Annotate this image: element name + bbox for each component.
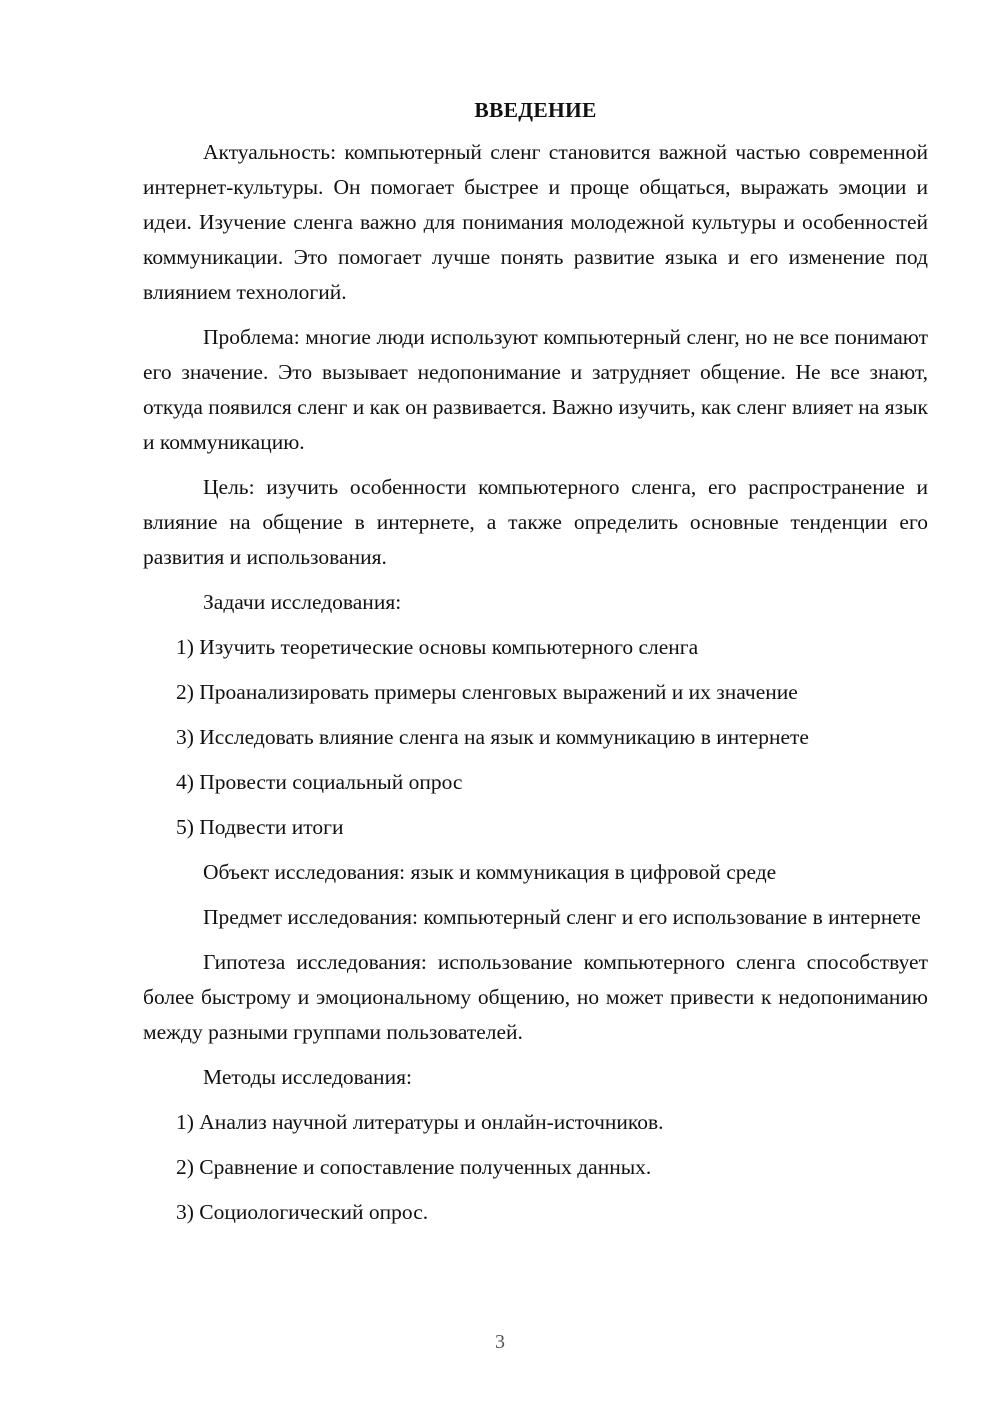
list-item: 2) Проанализировать примеры сленговых выражений и их значение: [176, 680, 798, 704]
document-page: [143, 90, 928, 1230]
list-item: 2) Сравнение и сопоставление полученных данных.: [176, 1155, 652, 1179]
methods-list: [143, 1105, 928, 1230]
methods-heading: Методы исследования:: [203, 1065, 412, 1089]
relevance-paragraph: Актуальность: компьютерный сленг становится важной частью современной интернет-культуры. Он помогает быстрее и проще общаться, выражать эмоции и идеи. Изучение сленга важно для понимания молодежной культуры и особенностей коммуникации. Это помогает лучше понять развитие языка и его изменение под влиянием технологий.: [143, 140, 928, 304]
subject-paragraph: Предмет исследования: компьютерный сленг и его использование в интернете: [203, 905, 921, 929]
page-number: 3: [495, 1331, 505, 1353]
problem-paragraph: Проблема: многие люди используют компьютерный сленг, но не все понимают его значение. Это вызывает недопонимание и затрудняет общение. Не все знают, откуда появился сленг и как он развивается. Важно изучить, как сленг влияет на язык и коммуникацию.: [143, 325, 928, 454]
list-item: 5) Подвести итоги: [176, 815, 344, 839]
page-title: ВВЕДЕНИЕ: [474, 98, 597, 122]
tasks-heading: Задачи исследования:: [203, 590, 402, 614]
object-paragraph: Объект исследования: язык и коммуникация в цифровой среде: [203, 860, 777, 884]
list-item: 3) Социологический опрос.: [176, 1200, 429, 1224]
list-item: 4) Провести социальный опрос: [176, 770, 463, 794]
goal-paragraph: Цель: изучить особенности компьютерного сленга, его распространение и влияние на общение в интернете, а также определить основные тенденции его развития и использования.: [143, 475, 928, 569]
list-item: 1) Изучить теоретические основы компьютерного сленга: [176, 635, 699, 659]
tasks-list: [143, 630, 928, 845]
list-item: 3) Исследовать влияние сленга на язык и коммуникацию в интернете: [176, 725, 809, 749]
hypothesis-paragraph: Гипотеза исследования: использование компьютерного сленга способствует более быстрому и эмоциональному общению, но может привести к недопониманию между разными группами пользователей.: [143, 950, 928, 1044]
list-item: 1) Анализ научной литературы и онлайн-источников.: [176, 1110, 664, 1134]
